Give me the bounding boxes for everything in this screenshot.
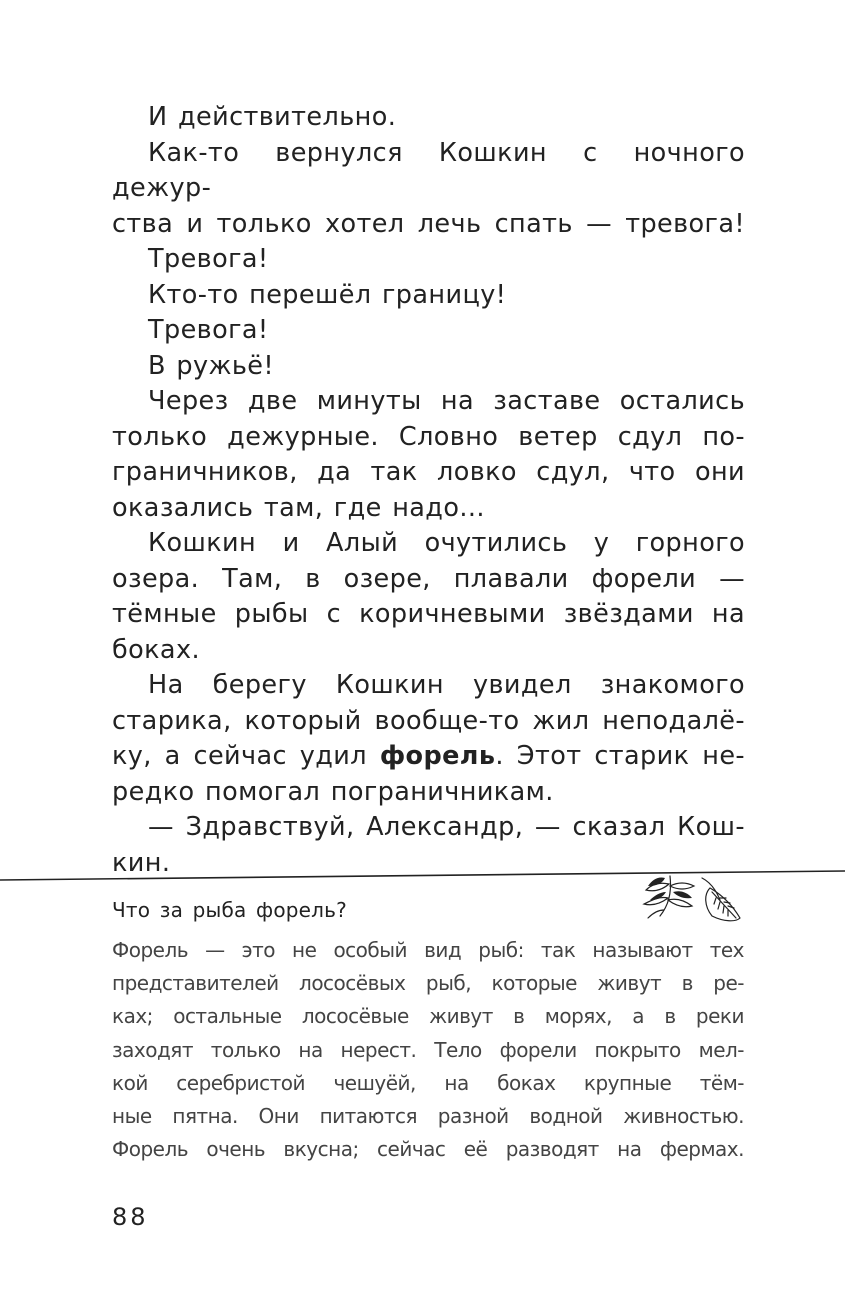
story-paragraph <box>112 668 745 810</box>
story-paragraph <box>112 384 745 526</box>
story-line: старика, который вообще-то жил неподалё- <box>112 705 745 736</box>
info-box-text <box>112 934 744 1166</box>
info-box-line: ках; остальные лососёвые живут в морях, а в реки <box>112 1004 744 1029</box>
info-box-line: заходят только на нерест. Тело форели покрыто мел- <box>112 1037 744 1062</box>
info-box-line: Форель — это не особый вид рыб: так называют тех <box>112 938 744 962</box>
story-line: Тревога! <box>148 315 269 345</box>
info-box-line: представителей лососёвых рыб, которые живут в ре- <box>112 971 744 996</box>
story-line: только дежурные. Словно ветер сдул по- <box>112 421 745 452</box>
story-paragraph <box>112 313 745 349</box>
story-paragraph <box>112 242 745 278</box>
story-line: — Здравствуй, Александр, — сказал Кош- <box>148 812 745 842</box>
story-line: Через две минуты на заставе остались <box>148 386 745 416</box>
story-line: В ружьё! <box>148 350 274 381</box>
story-line-part: ку, а сейчас удил <box>112 741 380 771</box>
story-paragraph <box>112 526 745 668</box>
story-line: ства и только хотел лечь спать — тревога! <box>112 208 745 239</box>
story-line: Тревога! <box>148 244 269 274</box>
story-line: И действительно. <box>148 102 397 132</box>
story-line: Кто-то перешёл границу! <box>148 279 507 310</box>
leaf-branch-icon <box>640 872 744 926</box>
story-line: оказались там, где надо... <box>112 492 485 523</box>
story-line: озера. Там, в озере, плавали форели — <box>112 563 745 594</box>
story-line: На берегу Кошкин увидел знакомого <box>148 670 745 700</box>
info-box-line: Форель очень вкусна; сейчас её разводят на фермах. <box>112 1137 744 1162</box>
story-line: граничников, да так ловко сдул, что они <box>112 457 745 487</box>
info-box-line: кой серебристой чешуёй, на боках крупные тём- <box>112 1070 744 1095</box>
story-line: боках. <box>112 634 200 665</box>
story-line: Как-то вернулся Кошкин с ночного дежур- <box>112 137 745 203</box>
info-box-title: Что за рыба форель? <box>112 898 347 922</box>
story-text <box>112 100 745 881</box>
story-paragraph <box>112 100 745 136</box>
story-paragraph <box>112 278 745 314</box>
page-number: 88 <box>112 1203 149 1231</box>
story-line: кин. <box>112 847 171 878</box>
story-line: тёмные рыбы с коричневыми звёздами на <box>112 599 745 629</box>
info-box-line: ные пятна. Они питаются разной водной живностью. <box>112 1104 744 1129</box>
story-paragraph <box>112 349 745 385</box>
story-line <box>112 739 745 775</box>
story-line: Кошкин и Алый очутились у горного <box>148 528 745 558</box>
bold-term-trout: форель <box>379 741 496 771</box>
story-line: редко помогал пограничникам. <box>112 776 554 807</box>
story-line-part: . Этот старик не- <box>495 741 746 771</box>
